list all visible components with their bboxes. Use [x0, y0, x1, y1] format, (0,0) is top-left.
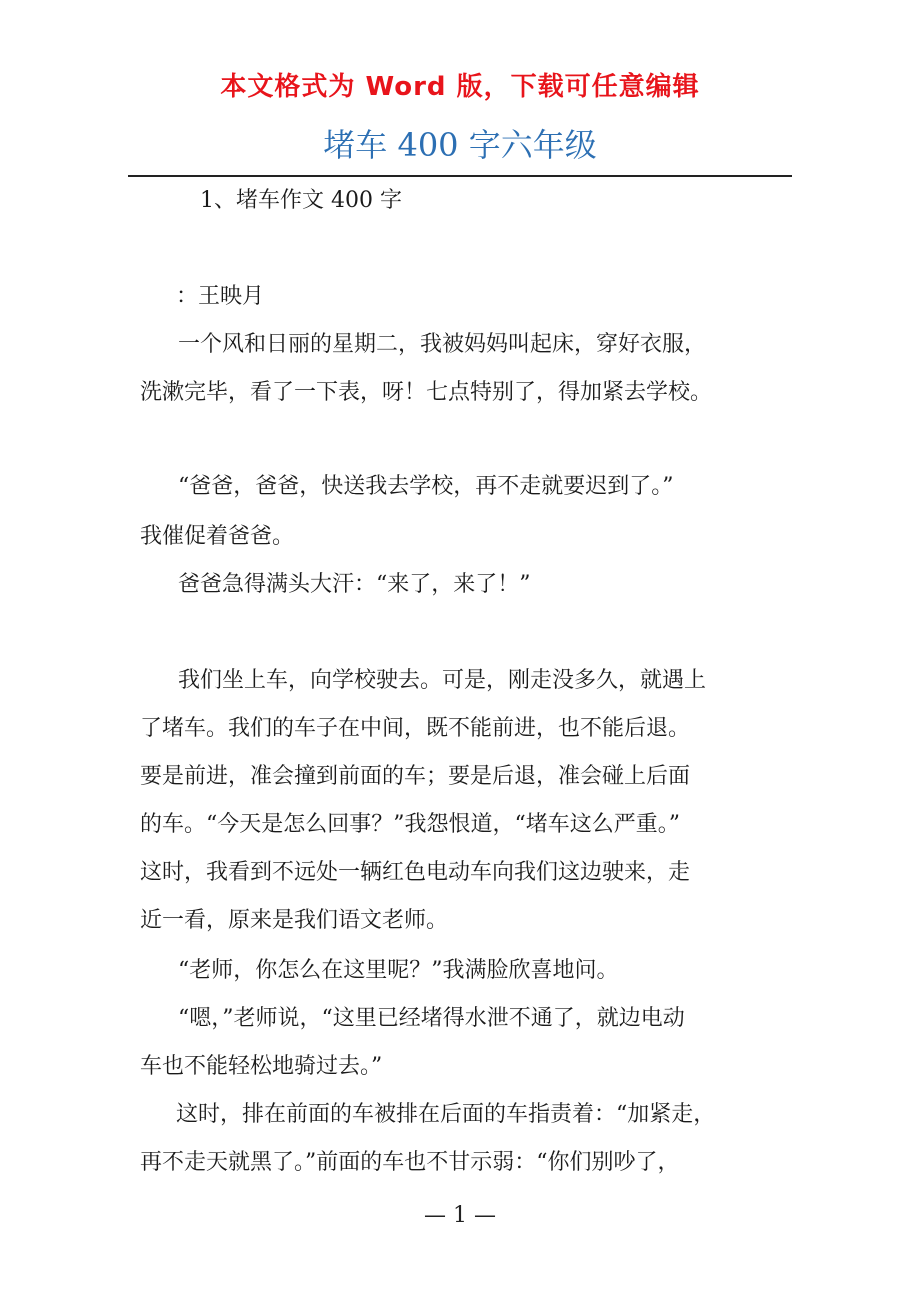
author-line: ：王映月 — [176, 284, 265, 309]
paragraph-line: 洗漱完毕，看了一下表，呀！七点特别了，得加紧去学校。 — [140, 380, 713, 405]
paragraph-line: 爸爸急得满头大汗：“来了，来了！” — [178, 572, 531, 597]
paragraph-line: “老师，你怎么在这里呢？”我满脸欣喜地问。 — [178, 958, 619, 983]
paragraph-line: 近一看，原来是我们语文老师。 — [140, 908, 449, 933]
paragraph-line: “嗯，”老师说，“这里已经堵得水泄不通了，就边电动 — [178, 1006, 685, 1031]
paragraph-line: 再不走天就黑了。”前面的车也不甘示弱：“你们别吵了， — [140, 1150, 680, 1175]
document-title: 堵车 400 字六年级 — [323, 126, 597, 164]
paragraph-line: 要是前进，准会撞到前面的车；要是后退，准会碰上后面 — [140, 764, 691, 789]
section-heading: 1、堵车作文 400 字 — [200, 188, 402, 213]
paragraph-line: “爸爸，爸爸，快送我去学校，再不走就要迟到了。” — [178, 474, 674, 499]
paragraph-line: 一个风和日丽的星期二，我被妈妈叫起床，穿好衣服， — [178, 332, 707, 357]
title-divider — [128, 175, 792, 177]
page-number: — 1 — — [424, 1203, 496, 1228]
paragraph-line: 的车。“今天是怎么回事？”我怨恨道，“堵车这么严重。” — [140, 812, 680, 837]
format-notice-banner: 本文格式为 Word 版，下载可任意编辑 — [220, 72, 700, 102]
paragraph-line: 这时，我看到不远处一辆红色电动车向我们这边驶来，走 — [140, 860, 691, 885]
paragraph-line: 我催促着爸爸。 — [140, 524, 295, 549]
paragraph-line: 我们坐上车，向学校驶去。可是，刚走没多久，就遇上 — [178, 668, 707, 693]
paragraph-line: 这时，排在前面的车被排在后面的车指责着：“加紧走， — [176, 1102, 716, 1127]
paragraph-line: 了堵车。我们的车子在中间，既不能前进，也不能后退。 — [140, 716, 691, 741]
paragraph-line: 车也不能轻松地骑过去。” — [140, 1054, 383, 1079]
